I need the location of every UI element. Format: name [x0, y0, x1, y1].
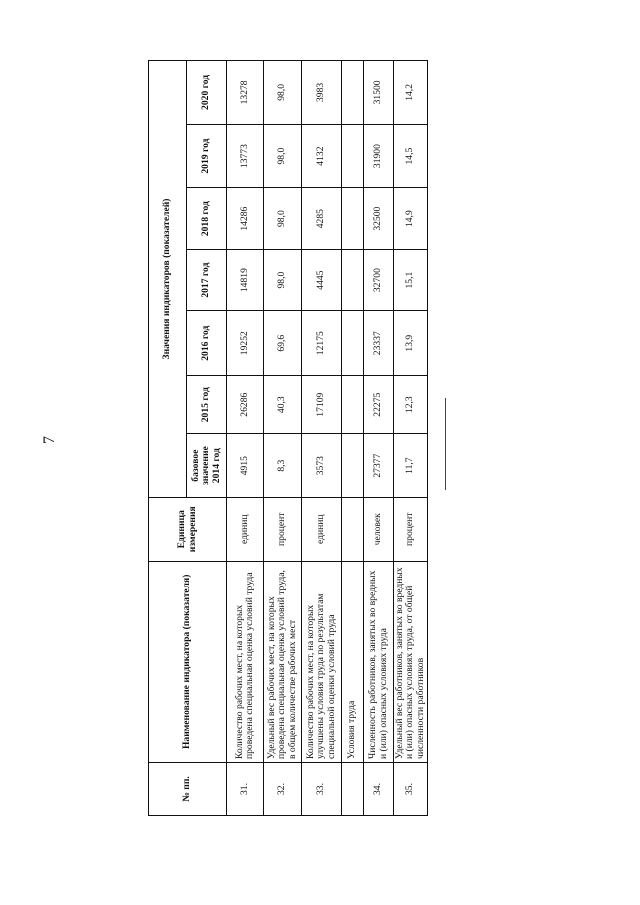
header-year: 2017 год	[187, 249, 227, 310]
value-cell: 4915	[227, 434, 264, 498]
value-cell: 14,2	[394, 61, 428, 125]
value-cell: 27377	[364, 434, 394, 498]
empty-cell	[342, 188, 364, 249]
indicator-name: Количество рабочих мест, на которых улучшены условия труда по результатам специальной оценки условий труда	[302, 561, 342, 762]
row-number: 31.	[227, 763, 264, 816]
value-cell: 31500	[364, 61, 394, 125]
empty-cell	[342, 497, 364, 561]
value-cell: 98,0	[264, 188, 302, 249]
empty-cell	[342, 434, 364, 498]
value-cell: 31900	[364, 124, 394, 188]
value-cell: 32500	[364, 188, 394, 249]
header-values-group: Значения индикаторов (показателей)	[149, 61, 187, 498]
value-cell: 23337	[364, 311, 394, 376]
value-cell: 4285	[302, 188, 342, 249]
section-title: Условия труда	[342, 561, 364, 762]
header-year: 2018 год	[187, 188, 227, 249]
table-row	[227, 61, 264, 816]
indicator-name: Количество рабочих мест, на которых проведена специальная оценка условий труда	[227, 561, 264, 762]
header-indicator-name: Наименование индикатора (показателя)	[149, 561, 227, 762]
value-cell: 17109	[302, 376, 342, 434]
indicators-table	[148, 60, 428, 816]
value-cell: 40,3	[264, 376, 302, 434]
empty-cell	[342, 61, 364, 125]
empty-cell	[342, 124, 364, 188]
table-row	[302, 61, 342, 816]
value-cell: 4132	[302, 124, 342, 188]
value-cell: 98,0	[264, 249, 302, 310]
page-number: 7	[41, 436, 58, 444]
value-cell: 13278	[227, 61, 264, 125]
empty-cell	[342, 311, 364, 376]
header-unit: Единица измерения	[149, 497, 227, 561]
value-cell: 19252	[227, 311, 264, 376]
separator-line	[445, 398, 446, 490]
value-cell: 14,5	[394, 124, 428, 188]
value-cell: 13,9	[394, 311, 428, 376]
empty-cell	[342, 249, 364, 310]
row-number: 35.	[394, 763, 428, 816]
value-cell: 4445	[302, 249, 342, 310]
value-cell: 22275	[364, 376, 394, 434]
indicator-name: Удельный вес работников, занятых во вредных и (или) опасных условиях труда, от общей численности работников	[394, 561, 428, 762]
table-row	[364, 61, 394, 816]
value-cell: 32700	[364, 249, 394, 310]
value-cell: 14286	[227, 188, 264, 249]
table-row	[264, 61, 302, 816]
indicator-name: Численность работников, занятых во вредных и (или) опасных условиях труда	[364, 561, 394, 762]
header-year: базовое значение 2014 год	[187, 434, 227, 498]
value-cell: 12175	[302, 311, 342, 376]
value-cell: 14,9	[394, 188, 428, 249]
header-year: 2019 год	[187, 124, 227, 188]
unit-cell: единиц	[227, 497, 264, 561]
unit-cell: человек	[364, 497, 394, 561]
indicators-table-container	[148, 60, 426, 816]
value-cell: 8,3	[264, 434, 302, 498]
unit-cell: процент	[394, 497, 428, 561]
table-row	[394, 61, 428, 816]
value-cell: 12,3	[394, 376, 428, 434]
value-cell: 69,6	[264, 311, 302, 376]
empty-cell	[342, 376, 364, 434]
header-year: 2020 год	[187, 61, 227, 125]
unit-cell: единиц	[302, 497, 342, 561]
header-year: 2015 год	[187, 376, 227, 434]
value-cell: 11,7	[394, 434, 428, 498]
value-cell: 14819	[227, 249, 264, 310]
value-cell: 3573	[302, 434, 342, 498]
header-year: 2016 год	[187, 311, 227, 376]
header-row-top	[149, 61, 187, 816]
indicator-name: Удельный вес рабочих мест, на которых проведена специальная оценка условий труда, в общем количестве рабочих мест	[264, 561, 302, 762]
value-cell: 3983	[302, 61, 342, 125]
value-cell: 26286	[227, 376, 264, 434]
value-cell: 98,0	[264, 61, 302, 125]
section-number-cell	[342, 763, 364, 816]
row-number: 33.	[302, 763, 342, 816]
section-row	[342, 61, 364, 816]
row-number: 34.	[364, 763, 394, 816]
value-cell: 15,1	[394, 249, 428, 310]
value-cell: 13773	[227, 124, 264, 188]
header-number: № пп.	[149, 763, 227, 816]
value-cell: 98,0	[264, 124, 302, 188]
unit-cell: процент	[264, 497, 302, 561]
row-number: 32.	[264, 763, 302, 816]
